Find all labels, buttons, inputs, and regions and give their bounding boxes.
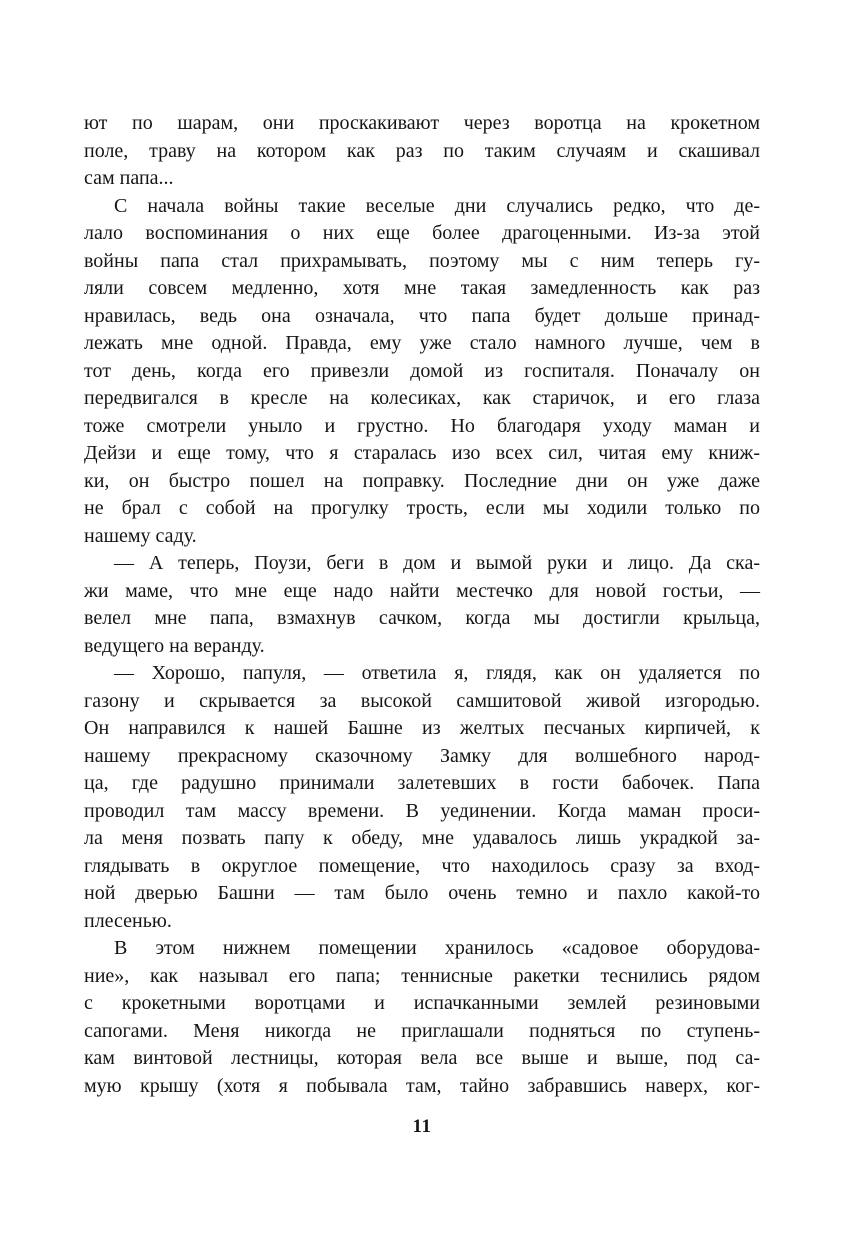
text-line: ведущего на веранду. bbox=[84, 634, 265, 657]
text-line: лало воспоминания о них еще более драгоценными. Из-за этой bbox=[84, 222, 760, 244]
text-line: лежать мне одной. Правда, ему уже стало намного лучше, чем в bbox=[84, 332, 760, 354]
text-line: С начала войны такие веселые дни случались редко, что де- bbox=[114, 194, 760, 217]
text-line: войны папа стал прихрамывать, поэтому мы с ним теперь гу- bbox=[84, 249, 760, 272]
text-line: ляли совсем медленно, хотя мне такая замедленность как раз bbox=[84, 277, 760, 299]
text-line: плесенью. bbox=[84, 909, 172, 932]
text-line: — Хорошо, папуля, — ответила я, глядя, как он удаляется по bbox=[114, 662, 760, 684]
text-line: жи маме, что мне еще надо найти местечко для новой гостьи, — bbox=[84, 579, 760, 602]
text-line: Он направился к нашей Башне из желтых песчаных кирпичей, к bbox=[84, 717, 760, 739]
text-line: ца, где радушно принимали залетевших в гости бабочек. Папа bbox=[84, 772, 760, 794]
text-line: ки, он быстро пошел на поправку. Последние дни он уже даже bbox=[84, 469, 760, 492]
page-number: 11 bbox=[412, 1116, 432, 1137]
text-line: ной дверью Башни — там было очень темно и пахло какой-то bbox=[84, 882, 760, 904]
text-line: не брал с собой на прогулку трость, если мы ходили только по bbox=[84, 497, 760, 519]
text-line: ла меня позвать папу к обеду, мне удавалось лишь украдкой за- bbox=[84, 827, 760, 849]
text-line: с крокетными воротцами и испачканными землей резиновыми bbox=[84, 992, 760, 1014]
text-line: велел мне папа, взмахнув сачком, когда мы достигли крыльца, bbox=[84, 607, 760, 629]
paragraph bbox=[84, 935, 760, 1100]
text-line: тот день, когда его привезли домой из госпиталя. Поначалу он bbox=[84, 359, 760, 382]
text-line: передвигался в кресле на колесиках, как старичок, и его глаза bbox=[84, 387, 760, 409]
text-line: проводил там массу времени. В уединении. Когда маман проси- bbox=[84, 799, 760, 822]
text-line: ют по шарам, они проскакивают через воротца на крокетном bbox=[84, 112, 760, 134]
text-line: Дейзи и еще тому, что я старалась изо всех сил, читая ему книж- bbox=[84, 442, 760, 464]
text-line: поле, траву на котором как раз по таким случаям и скашивал bbox=[84, 139, 760, 162]
text-line: нашему саду. bbox=[84, 524, 197, 547]
text-line: кам винтовой лестницы, которая вела все выше и выше, под са- bbox=[84, 1047, 760, 1069]
text-line: тоже смотрели уныло и грустно. Но благодаря уходу маман и bbox=[84, 414, 760, 437]
text-line: В этом нижнем помещении хранилось «садовое оборудова- bbox=[114, 937, 760, 959]
text-line: — А теперь, Поузи, беги в дом и вымой руки и лицо. Да ска- bbox=[114, 552, 760, 574]
paragraph bbox=[84, 110, 760, 193]
paragraph bbox=[84, 660, 760, 935]
text-line: ние», как называл его папа; теннисные ракетки теснились рядом bbox=[84, 964, 760, 987]
text-line: газону и скрывается за высокой самшитовой живой изгородью. bbox=[84, 689, 760, 712]
text-line: мую крышу (хотя я побывала там, тайно забравшись наверх, ког- bbox=[84, 1074, 760, 1097]
text-block bbox=[84, 110, 760, 1100]
paragraph bbox=[84, 550, 760, 660]
text-line: сам папа... bbox=[84, 167, 174, 189]
paragraph bbox=[84, 193, 760, 551]
text-line: нравилась, ведь она означала, что папа будет дольше принад- bbox=[84, 304, 760, 327]
text-line: сапогами. Меня никогда не приглашали подняться по ступень- bbox=[84, 1019, 760, 1042]
text-line: глядывать в округлое помещение, что находилось сразу за вход- bbox=[84, 854, 760, 877]
text-line: нашему прекрасному сказочному Замку для волшебного народ- bbox=[84, 744, 760, 767]
